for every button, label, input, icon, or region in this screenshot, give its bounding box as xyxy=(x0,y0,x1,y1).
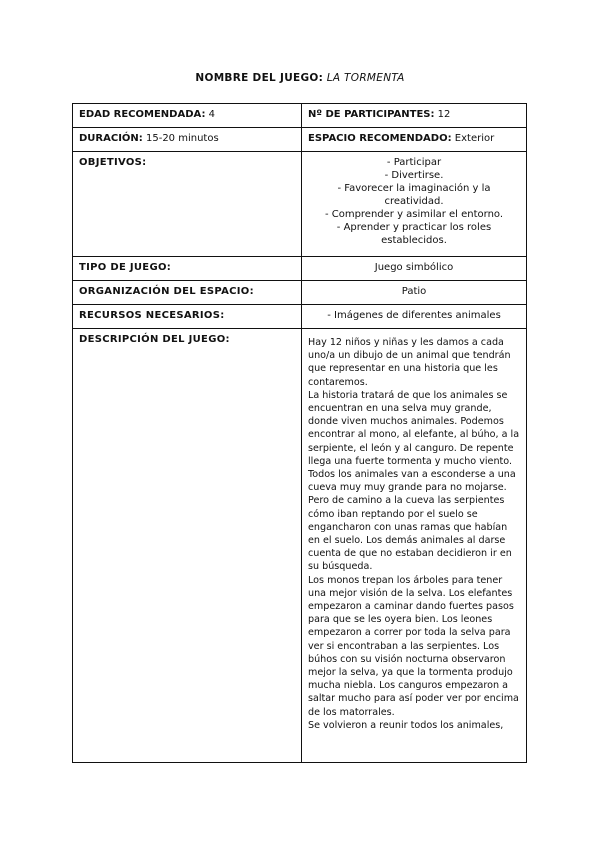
game-sheet-table xyxy=(72,103,527,763)
participantes-label: Nº DE PARTICIPANTES: xyxy=(308,109,435,120)
espacio-value: Exterior xyxy=(454,133,495,144)
game-name: LA TORMENTA xyxy=(326,72,405,84)
duracion-label: DURACIÓN: xyxy=(79,133,143,144)
cell-espacio xyxy=(302,128,527,152)
tipo-label: TIPO DE JUEGO: xyxy=(73,257,302,281)
descripcion-label: DESCRIPCIÓN DEL JUEGO: xyxy=(73,329,302,763)
cell-edad xyxy=(73,104,302,128)
objetivos-list xyxy=(302,152,527,257)
document-title xyxy=(0,72,600,84)
edad-label: EDAD RECOMENDADA: xyxy=(79,109,206,120)
descripcion-text xyxy=(302,329,527,763)
title-label: NOMBRE DEL JUEGO: xyxy=(195,72,324,84)
organizacion-value: Patio xyxy=(302,281,527,305)
descripcion-paragraph: Los monos trepan los árboles para tener una mejor visión de la selva. Los elefantes empezaron a caminar dando fuertes pasos para que se les oyera bien. Los leones empezaron a correr por toda la selva para ver si encontraban a las serpientes. Los búhos con su visión nocturna observaron mejor la selva, ya que la tormenta produjo mucha niebla. Los canguros empezaron a saltar mucho para así poder ver por encima de los matorrales. xyxy=(308,574,519,718)
recursos-label: RECURSOS NECESARIOS: xyxy=(73,305,302,329)
objetivo-item: - Participar xyxy=(386,157,442,168)
objetivo-item: - Aprender y practicar los roles establecidos. xyxy=(336,222,492,246)
edad-value: 4 xyxy=(208,109,216,120)
espacio-label: ESPACIO RECOMENDADO: xyxy=(308,133,452,144)
objetivos-label: OBJETIVOS: xyxy=(73,152,302,257)
row-edad-participantes xyxy=(73,104,527,128)
row-objetivos xyxy=(73,152,527,257)
descripcion-paragraph: Se volvieron a reunir todos los animales, xyxy=(308,719,504,731)
organizacion-label: ORGANIZACIÓN DEL ESPACIO: xyxy=(73,281,302,305)
row-duracion-espacio xyxy=(73,128,527,152)
row-recursos xyxy=(73,305,527,329)
cell-duracion xyxy=(73,128,302,152)
cell-participantes xyxy=(302,104,527,128)
participantes-value: 12 xyxy=(437,109,451,120)
descripcion-paragraph: La historia tratará de que los animales se encuentran en una selva muy grande, donde viven muchos animales. Podemos encontrar al mono, al elefante, al búho, a la serpiente, el león y al canguro. De repente llega una fuerte tormenta y mucho viento. xyxy=(308,389,520,467)
row-descripcion xyxy=(73,329,527,763)
recursos-value: - Imágenes de diferentes animales xyxy=(302,305,527,329)
objetivo-item: - Comprender y asimilar el entorno. xyxy=(324,209,504,220)
descripcion-paragraph: Hay 12 niños y niñas y les damos a cada uno/a un dibujo de un animal que tendrán que representar en una historia que les contaremos. xyxy=(308,337,511,388)
row-organizacion xyxy=(73,281,527,305)
objetivo-item: - Divertirse. xyxy=(384,170,444,181)
tipo-value: Juego simbólico xyxy=(302,257,527,281)
duracion-value: 15-20 minutos xyxy=(145,133,219,144)
objetivo-item: - Favorecer la imaginación y la creatividad. xyxy=(337,183,491,207)
row-tipo xyxy=(73,257,527,281)
descripcion-paragraph: Todos los animales van a esconderse a una cueva muy muy grande para no mojarse. Pero de camino a la cueva las serpientes cómo iban reptando por el suelo se engancharon con unas ramas que habían en el suelo. Los demás animales al darse cuenta de que no estaban decidieron ir en su búsqueda. xyxy=(308,469,516,573)
